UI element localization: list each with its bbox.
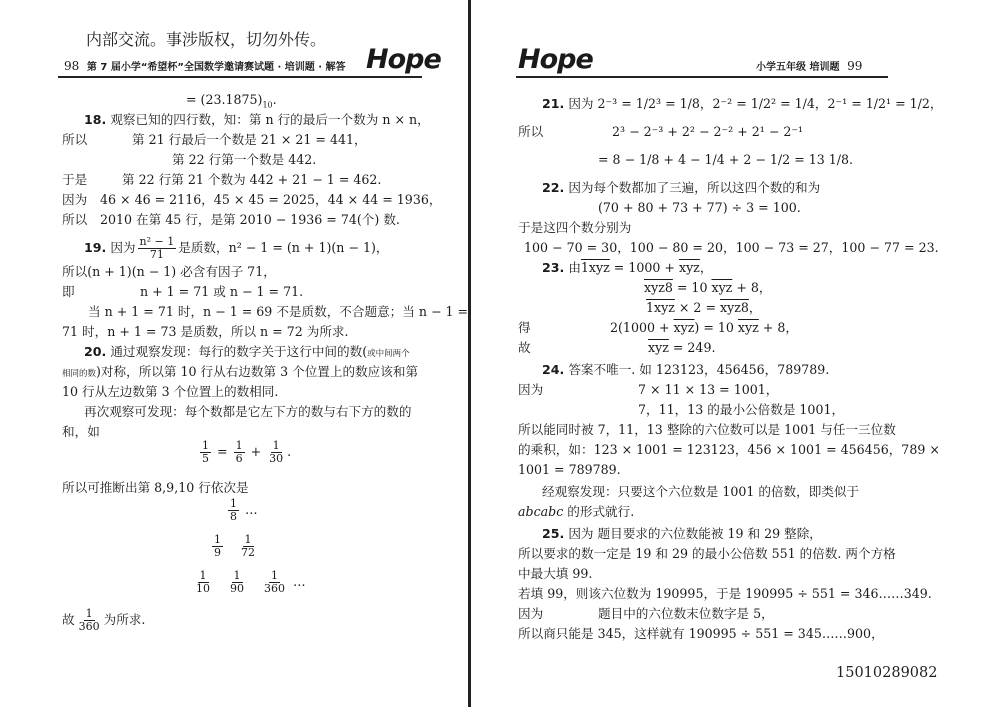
q19-fraction: $\frac{\text{n² − 1}}{71}$ [139, 235, 175, 261]
q24-line-1: 24. 答案不唯一. 如 123123，456456，789789. [542, 362, 830, 377]
right-header-rule [516, 76, 888, 78]
q25-line-2: 所以要求的数一定是 19 和 29 的最小公倍数 551 的倍数. 两个方格 [518, 546, 896, 561]
q25-line-5a: 因为 [518, 606, 544, 621]
q22-line-3: 于是这四个数分别为 [518, 220, 632, 235]
q19-line-3a: 即 [62, 284, 75, 299]
q22-line-1: 22. 因为每个数都加了三遍，所以这四个数的和为 [542, 180, 821, 195]
q25-line-4: 若填 99，则该六位数为 190995，于是 190995 ÷ 551 = 346……349. [518, 586, 932, 601]
right-header-title: 小学五年级 培训题 [756, 62, 840, 73]
q20-line-2: 相同的数)对称，所以第 10 行从右边数第 3 个位置上的数应该和第 [62, 364, 419, 379]
book-spine [468, 0, 471, 707]
q18-line-5b: 46 × 46 = 2116，45 × 45 = 2025，44 × 44 = 1936， [100, 192, 442, 207]
q18-line-1: 18. 观察已知的四行数，知：第 n 行的最后一个数为 n × n， [84, 112, 430, 127]
q25-line-3: 中最大填 99. [518, 566, 593, 581]
q19-line-5: 71 时，n + 1 = 73 是质数，所以 n = 72 为所求. [62, 324, 349, 339]
left-header-title: 第 7 届小学“希望杯”全国数学邀请赛试题 · 培训题 · 解答 [86, 62, 346, 73]
q19-line-3b: n + 1 = 71 或 n − 1 = 71. [140, 284, 304, 299]
q24-line-5: 的乘积，如：123 × 1001 = 123123，456 × 1001 = 456456，789 × [518, 442, 940, 457]
q25-line-5b: 题目中的六位数末位数字是 5， [598, 606, 774, 621]
q23-line-2: xyz8 = 10 $\overline{xyz} + 8$， [644, 280, 772, 295]
q21-line-2a: 所以 [518, 124, 544, 139]
q21-line-2b: 2³ − 2⁻³ + 2² − 2⁻² + 2¹ − 2⁻¹ [612, 124, 804, 139]
phone-number: 15010289082 [836, 665, 938, 681]
q20-row-9: $\frac{1}{9}$ $\frac{1}{72}$ [214, 533, 256, 559]
q20-row-10: $\frac{1}{10}$ $\frac{1}{90}$ $\frac{1}{360}$ … [196, 569, 306, 595]
q24-line-8: abcabc 的形式就行. [518, 504, 635, 519]
q23-line-5a: 故 [518, 340, 531, 355]
q18-line-5a: 因为 [62, 192, 88, 207]
q22-line-4: 100 − 70 = 30，100 − 80 = 20，100 − 73 = 27，100 − 77 = 23. [524, 240, 939, 255]
q20-line-3: 10 行从左边数第 3 个位置上的数相同. [62, 384, 279, 399]
q18-line-6a: 所以 [62, 212, 88, 227]
q24-line-3: 7，11，13 的最小公倍数是 1001， [638, 402, 845, 417]
left-header-rule [58, 76, 422, 78]
q20-row-8: $\frac{1}{8}$ … [230, 497, 258, 523]
q23-line-5b: $\overline{xyz} = 249$. [648, 340, 716, 355]
left-page-number: 98 [64, 59, 80, 73]
q24-line-4: 所以能同时被 7，11，13 整除的六位数可以是 1001 与任一三位数 [518, 422, 896, 437]
q21-line-3: = 8 − 1/8 + 4 − 1/4 + 2 − 1/2 = 13 1/8. [598, 152, 854, 167]
q19-line-4: 当 n + 1 = 71 时，n − 1 = 69 不是质数，不合题意；当 n − 1 = [88, 304, 469, 319]
q23-line-1: 23. 由$1xyz = 1000 + \overline{xyz}$， [542, 260, 713, 275]
q20-line-1: 20. 通过观察发现：每行的数字关于这行中间的数(或中间两个 [84, 344, 410, 359]
left-page [0, 0, 468, 707]
q23-line-4a: 得 [518, 320, 531, 335]
q23-line-4b: $2(1000 + \overline{xyz}) = 10$ $\overline{xyz} + 8$， [610, 320, 798, 335]
q19-line-2: 所以(n + 1)(n − 1) 必含有因子 71， [62, 264, 276, 279]
q18-line-6b: 2010 在第 45 行，是第 2010 − 1936 = 74(个) 数. [100, 212, 400, 227]
hope-logo-right: Hope [518, 44, 593, 75]
q20-line-6: 所以可推断出第 8,9,10 行依次是 [62, 480, 249, 495]
copyright-notice: 内部交流。事涉版权，切勿外传。 [86, 30, 327, 49]
q18-line-3: 第 22 行第一个数是 442. [172, 152, 317, 167]
q24-line-7: 经观察发现：只要这个六位数是 1001 的倍数，即类似于 [542, 484, 860, 499]
q18-line-2b: 第 21 行最后一个数是 21 × 21 = 441， [132, 132, 367, 147]
right-page-number: 99 [847, 59, 863, 73]
q18-line-2: 所以 [62, 132, 88, 147]
q18-line-4a: 于是 [62, 172, 88, 187]
q20-example-equation: $\frac{1}{5}$ = $\frac{1}{6}$ + $\frac{1}{30}$ . [202, 439, 292, 465]
q24-line-6: 1001 = 789789. [518, 462, 621, 477]
q18-line-4b: 第 22 行第 21 个数为 442 + 21 − 1 = 462. [122, 172, 382, 187]
q19-line-1: 19. 因为 $\frac{\text{n² − 1}}{71}$ 是质数，n² − 1 = (n + 1)(n − 1)， [84, 235, 389, 261]
q17-result: = $(23.1875)_{10}$. [186, 92, 277, 110]
q20-line-4: 再次观察可发现：每个数都是它左下方的数与右下方的数的 [84, 404, 412, 419]
q25-line-1: 25. 因为 题目要求的六位数能被 19 和 29 整除， [542, 526, 822, 541]
q24-line-2b: 7 × 11 × 13 = 1001， [638, 382, 779, 397]
right-page-header [756, 58, 862, 73]
right-page [472, 0, 1000, 707]
left-page-header [64, 58, 346, 73]
q23-line-3: 1xyz × 2 = xyz8， [646, 300, 762, 315]
q22-line-2: (70 + 80 + 73 + 77) ÷ 3 = 100. [598, 200, 801, 215]
hope-logo-left: Hope [366, 44, 441, 75]
q25-line-6: 所以商只能是 345，这样就有 190995 ÷ 551 = 345……900， [518, 626, 884, 641]
q20-conclusion: 故 $\frac{1}{360}$ 为所求. [62, 607, 146, 633]
q24-line-2a: 因为 [518, 382, 544, 397]
q21-line-1: 21. 因为 2⁻³ = 1/2³ = 1/8，2⁻² = 1/2² = 1/4，2⁻¹ = 1/2¹ = 1/2， [542, 96, 943, 111]
q20-line-5: 和，如 [62, 424, 100, 439]
